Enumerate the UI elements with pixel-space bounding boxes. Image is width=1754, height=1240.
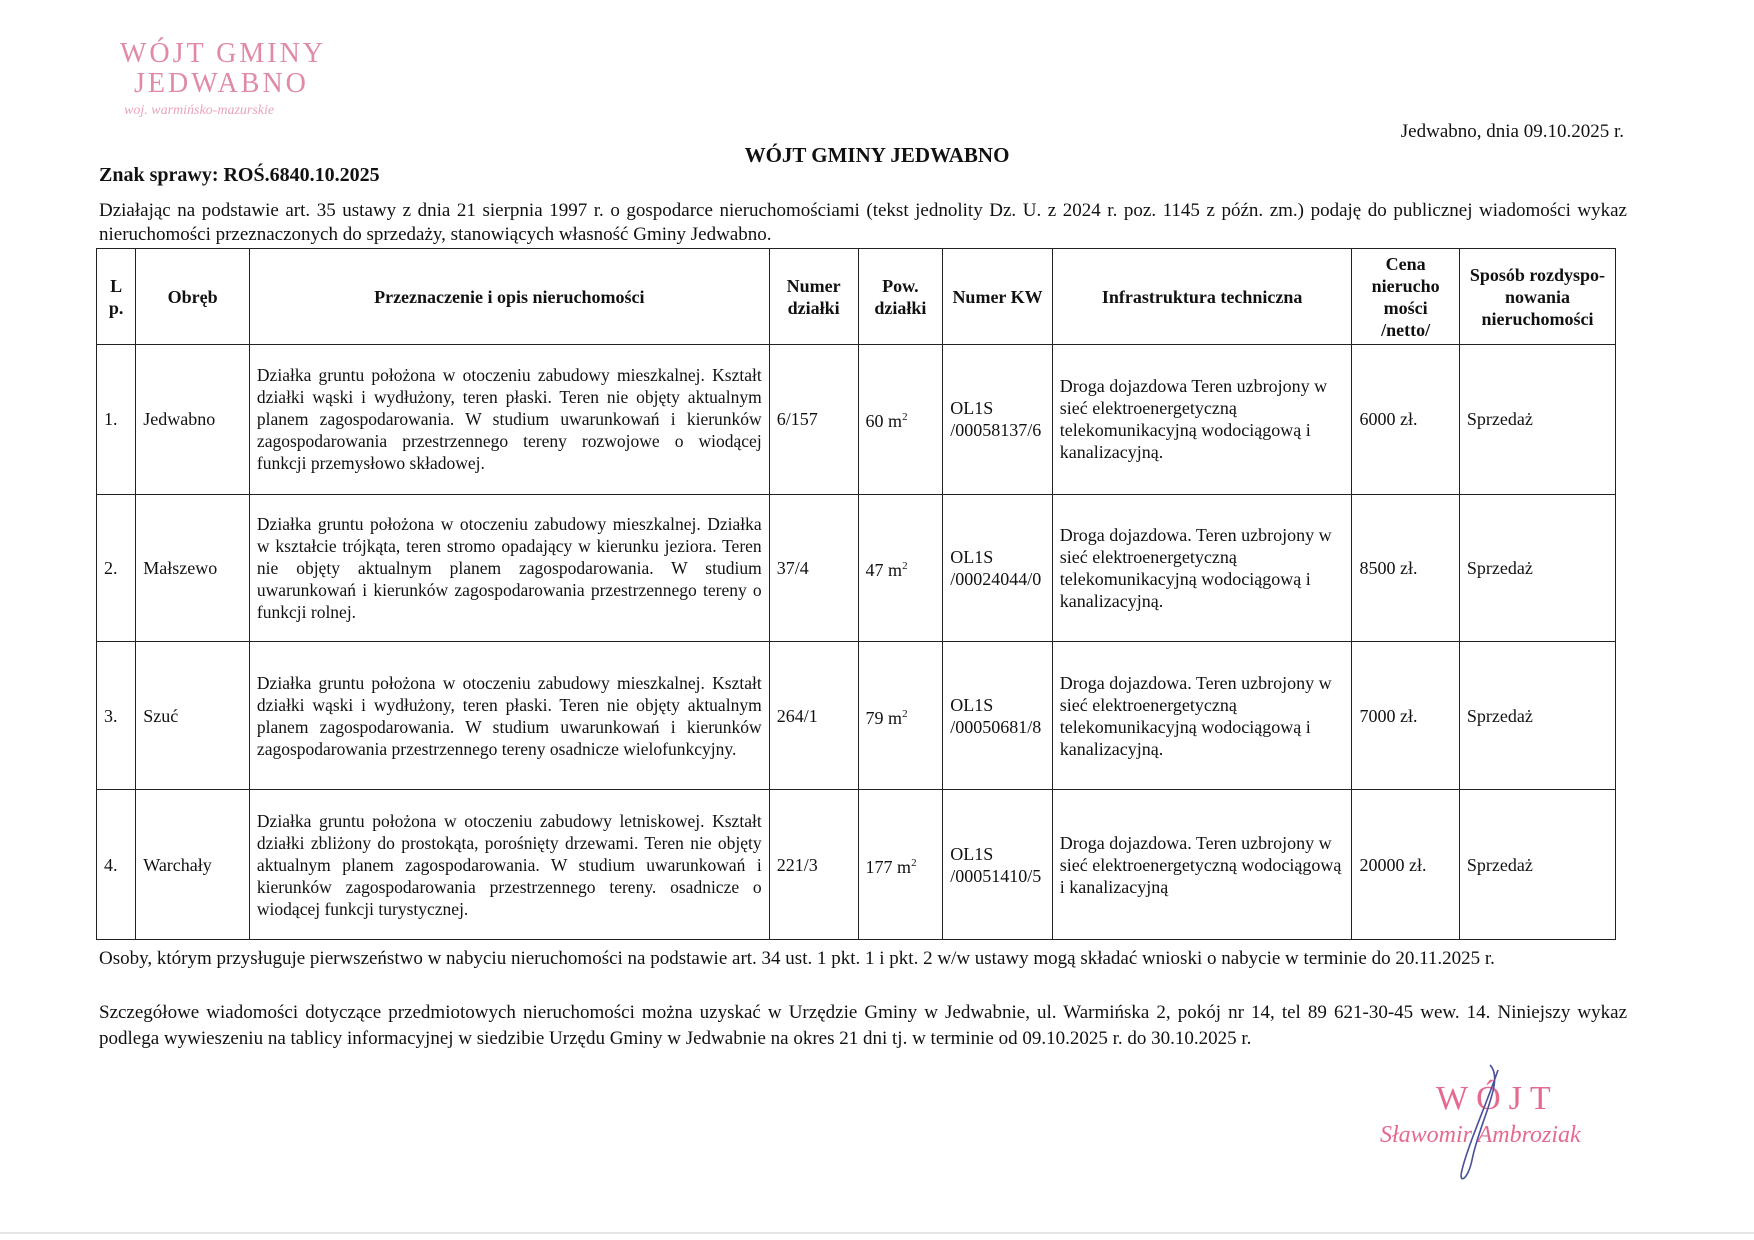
cell-pow-text: 79 m bbox=[865, 707, 903, 728]
table-row bbox=[97, 642, 1616, 790]
signature-stamp bbox=[1380, 1080, 1581, 1149]
cell-cena-text: 6000 zł. bbox=[1359, 409, 1418, 430]
footer-paragraph-2: Szczegółowe wiadomości dotyczące przedmiotowych nieruchomości można uzyskać w Urzędzie Gminy w Jedwabnie, ul. Warmińska 2, pokój nr 14, tel 89 621-30-45 wew. 14. Niniejszy wykaz podlega wywieszeniu na tablicy informacyjnej w siedzibie Urzędu Gminy w Jedwabnie na okres 21 dni tj. w terminie od 09.10.2025 r. do 30.10.2025 r. bbox=[99, 1002, 1627, 1049]
cell-sposob bbox=[1459, 642, 1615, 790]
cell-numer-dzialki bbox=[769, 642, 858, 790]
area-unit-exponent: 2 bbox=[902, 411, 908, 424]
cell-infra bbox=[1052, 790, 1352, 940]
header-cena: Cena nierucho mości /netto/ bbox=[1352, 249, 1459, 345]
cell-cena-text: 8500 zł. bbox=[1359, 558, 1418, 579]
cell-kw-text: OL1S /00058137/6 bbox=[950, 398, 1042, 441]
cell-obreb bbox=[136, 345, 250, 495]
cell-infra bbox=[1052, 494, 1352, 642]
cell-kw-text: OL1S /00024044/0 bbox=[950, 547, 1042, 590]
cell-infra-text: Droga dojazdowa. Teren uzbrojony w sieć elektroenergetyczną telekomunikacyjną wodociągową i kanalizacyjną. bbox=[1059, 525, 1332, 612]
cell-sposob-text: Sprzedaż bbox=[1466, 558, 1533, 579]
intro-paragraph: Działając na podstawie art. 35 ustawy z dnia 21 sierpnia 1997 r. o gospodarce nieruchomościami (tekst jednolity Dz. U. z 2024 r. poz. 1145 z późn. zm.) podaję do publicznej wiadomości wykaz nieruchomości przeznaczonych do sprzedaży, stanowiących własność Gminy Jedwabno. bbox=[99, 200, 1627, 245]
footer-paragraph-1: Osoby, którym przysługuje pierwszeństwo w nabyciu nieruchomości na podstawie art. 34 ust. 1 pkt. 1 i pkt. 2 w/w ustawy mogą składać wnioski o nabycie w terminie do 20.11.2025 r. bbox=[99, 948, 1495, 969]
cell-sposob-text: Sprzedaż bbox=[1466, 705, 1533, 726]
cell-sposob-text: Sprzedaż bbox=[1466, 854, 1533, 875]
cell-lp bbox=[97, 790, 136, 940]
area-unit-exponent: 2 bbox=[911, 856, 917, 869]
stamp-line-2: JEDWABNO bbox=[134, 68, 309, 99]
cell-pow bbox=[858, 345, 943, 495]
cell-numer-dzialki-text: 6/157 bbox=[776, 409, 818, 430]
cell-opis-text: Działka gruntu położona w otoczeniu zabudowy letniskowej. Kształt działki zbliżony do prostokąta, porośnięty drzewami. Teren nie objęty aktualnym planem zagospodarowania. W studium uwarunkowań i kierunków zagospodarowania przestrzennego tereny. osadnicze o wiodącej funkcji turystycznej. bbox=[256, 810, 762, 919]
cell-sposob bbox=[1459, 790, 1615, 940]
cell-sposob-text: Sprzedaż bbox=[1466, 409, 1533, 430]
cell-obreb bbox=[136, 642, 250, 790]
cell-obreb bbox=[136, 494, 250, 642]
cell-obreb-text: Warchały bbox=[143, 854, 212, 875]
cell-pow-text: 47 m bbox=[865, 560, 903, 581]
cell-lp-text: 2. bbox=[104, 558, 118, 579]
cell-opis bbox=[249, 345, 769, 495]
table-header-row bbox=[97, 249, 1616, 345]
cell-lp-text: 3. bbox=[104, 705, 118, 726]
cell-kw-text: OL1S /00050681/8 bbox=[950, 694, 1042, 737]
cell-infra bbox=[1052, 642, 1352, 790]
header-infra: Infrastruktura techniczna bbox=[1052, 249, 1352, 345]
cell-numer-dzialki-text: 264/1 bbox=[776, 705, 818, 726]
area-unit-exponent: 2 bbox=[902, 707, 908, 720]
cell-pow bbox=[858, 790, 943, 940]
cell-cena-text: 20000 zł. bbox=[1359, 854, 1427, 875]
cell-cena bbox=[1352, 494, 1459, 642]
document-date: Jedwabno, dnia 09.10.2025 r. bbox=[1400, 121, 1624, 142]
cell-cena-text: 7000 zł. bbox=[1359, 705, 1418, 726]
cell-lp bbox=[97, 642, 136, 790]
cell-numer-dzialki-text: 37/4 bbox=[776, 558, 809, 579]
office-stamp bbox=[120, 40, 326, 118]
cell-cena bbox=[1352, 345, 1459, 495]
cell-sposob bbox=[1459, 494, 1615, 642]
cell-pow-text: 177 m bbox=[865, 856, 912, 877]
cell-pow bbox=[858, 494, 943, 642]
cell-kw bbox=[943, 494, 1053, 642]
cell-infra-text: Droga dojazdowa. Teren uzbrojony w sieć elektroenergetyczną wodociągową i kanalizacyjną bbox=[1059, 832, 1342, 897]
cell-opis bbox=[249, 494, 769, 642]
cell-opis-text: Działka gruntu położona w otoczeniu zabudowy mieszkalnej. Działka w kształcie trójkąta, teren stromo opadający w kierunku jeziora. Teren nie objęty aktualnym planem zagospodarowania. W studium uwarunkowań i kierunków zagospodarowania przestrzennego tereny o funkcji rolnej. bbox=[256, 514, 762, 623]
cell-obreb-text: Szuć bbox=[143, 705, 179, 726]
case-number: Znak sprawy: ROŚ.6840.10.2025 bbox=[99, 164, 380, 186]
cell-obreb-text: Jedwabno bbox=[143, 409, 216, 430]
cell-opis-text: Działka gruntu położona w otoczeniu zabudowy mieszkalnej. Kształt działki wąski i wydłużony, teren płaski. Teren nie objęty aktualnym planem zagospodarowania. W studium uwarunkowań i kierunków zagospodarowania przestrzennego tereny rozwojowe o wiodącej funkcji przemysłowo składowej. bbox=[256, 365, 762, 474]
cell-pow bbox=[858, 642, 943, 790]
cell-opis-text: Działka gruntu położona w otoczeniu zabudowy mieszkalnej. Kształt działki wąski i wydłużony, teren płaski. Teren nie objęty aktualnym planem zagospodarowania. W studium uwarunkowań i kierunków zagospodarowania przestrzennego tereny osadnicze wielofunkcyjny. bbox=[256, 672, 762, 759]
cell-obreb bbox=[136, 790, 250, 940]
cell-numer-dzialki-text: 221/3 bbox=[776, 854, 818, 875]
header-lp: L p. bbox=[97, 249, 136, 345]
cell-infra bbox=[1052, 345, 1352, 495]
cell-cena bbox=[1352, 642, 1459, 790]
cell-numer-dzialki bbox=[769, 345, 858, 495]
table-row bbox=[97, 345, 1616, 495]
table-row bbox=[97, 494, 1616, 642]
cell-lp-text: 1. bbox=[104, 409, 118, 430]
area-unit-exponent: 2 bbox=[902, 560, 908, 573]
cell-opis bbox=[249, 790, 769, 940]
cell-kw bbox=[943, 790, 1053, 940]
page-edge bbox=[0, 1232, 1754, 1234]
header-numer-dzialki: Numer działki bbox=[769, 249, 858, 345]
cell-kw bbox=[943, 642, 1053, 790]
cell-lp bbox=[97, 345, 136, 495]
cell-kw bbox=[943, 345, 1053, 495]
cell-obreb-text: Małszewo bbox=[143, 558, 218, 579]
property-table bbox=[96, 248, 1616, 940]
header-pow: Pow. działki bbox=[858, 249, 943, 345]
handwritten-signature bbox=[1450, 1060, 1510, 1190]
signature-role: WÓJT bbox=[1436, 1080, 1559, 1117]
signature-name: Sławomir Ambroziak bbox=[1380, 1122, 1581, 1148]
cell-pow-text: 60 m bbox=[865, 411, 903, 432]
document-title: WÓJT GMINY JEDWABNO bbox=[744, 143, 1010, 167]
cell-infra-text: Droga dojazdowa Teren uzbrojony w sieć elektroenergetyczną telekomunikacyjną wodociągową i kanalizacyjną. bbox=[1059, 376, 1328, 463]
cell-sposob bbox=[1459, 345, 1615, 495]
stamp-line-3: woj. warmińsko-mazurskie bbox=[124, 103, 275, 118]
cell-lp bbox=[97, 494, 136, 642]
cell-lp-text: 4. bbox=[104, 854, 118, 875]
cell-cena bbox=[1352, 790, 1459, 940]
header-opis: Przeznaczenie i opis nieruchomości bbox=[249, 249, 769, 345]
cell-numer-dzialki bbox=[769, 790, 858, 940]
header-sposob: Sposób rozdyspo- nowania nieruchomości bbox=[1459, 249, 1615, 345]
cell-kw-text: OL1S /00051410/5 bbox=[950, 843, 1042, 886]
cell-infra-text: Droga dojazdowa. Teren uzbrojony w sieć elektroenergetyczną telekomunikacyjną wodociągową i kanalizacyjną. bbox=[1059, 672, 1332, 759]
cell-opis bbox=[249, 642, 769, 790]
header-kw: Numer KW bbox=[943, 249, 1053, 345]
table-row bbox=[97, 790, 1616, 940]
cell-numer-dzialki bbox=[769, 494, 858, 642]
header-obreb: Obręb bbox=[136, 249, 250, 345]
stamp-line-1: WÓJT GMINY bbox=[120, 38, 327, 69]
